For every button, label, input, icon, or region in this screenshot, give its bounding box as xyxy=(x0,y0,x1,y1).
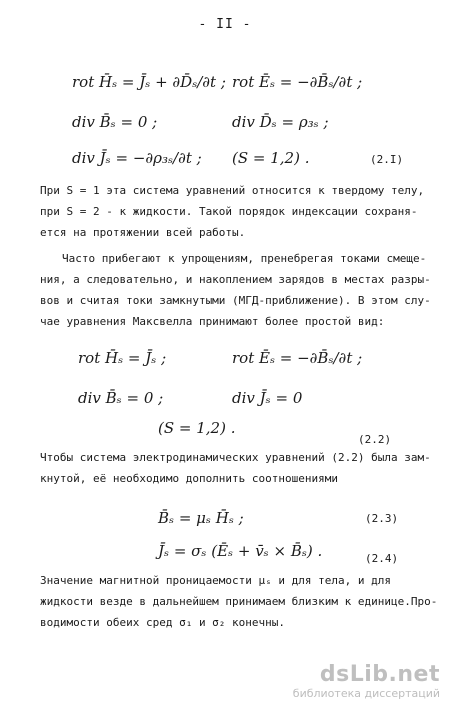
paragraph-line: вов и считая токи замкнутыми (МГД-приближение). В этом слу- xyxy=(40,294,431,307)
equation-rot-e: rot Ēₛ = −∂B̄ₛ/∂t ; xyxy=(232,73,363,91)
paragraph-line: Часто прибегают к упрощениям, пренебрегая токами смеще- xyxy=(62,252,427,265)
equation-div-b: div B̄ₛ = 0 ; xyxy=(72,113,158,131)
paragraph-line: кнутой, её необходимо дополнить соотношениями xyxy=(40,472,339,485)
equation-div-j-simplified: div J̄ₛ = 0 xyxy=(232,389,303,407)
equation-number: (2.I) xyxy=(370,153,404,166)
paragraph-line: ется на протяжении всей работы. xyxy=(40,226,246,239)
watermark xyxy=(293,662,440,700)
paragraph-line: водимости обеих сред σ₁ и σ₂ конечны. xyxy=(40,616,286,629)
equation-rot-e-simplified: rot Ēₛ = −∂B̄ₛ/∂t ; xyxy=(232,349,363,367)
paragraph-line: ния, а следовательно, и накоплением зарядов в местах разры- xyxy=(40,273,431,286)
paragraph-line: жидкости везде в дальнейшем принимаем близким к единице.Про- xyxy=(40,595,438,608)
paragraph-line: При S = 1 эта система уравнений относится к твердому телу, xyxy=(40,184,425,197)
watermark-subtitle: библиотека диссертаций xyxy=(292,687,440,700)
equation-ohm-law: J̄ₛ = σₛ (Ēₛ + v̄ₛ × B̄ₛ) . xyxy=(158,542,323,560)
equation-b-mu-h: B̄ₛ = μₛ H̄ₛ ; xyxy=(158,509,244,527)
paragraph-line: Чтобы система электродинамических уравнений (2.2) была зам- xyxy=(40,451,431,464)
paragraph-line: при S = 2 - к жидкости. Такой порядок индексации сохраня- xyxy=(40,205,418,218)
equation-s-range: (S = 1,2) . xyxy=(158,419,236,437)
equation-rot-h: rot H̄ₛ = J̄ₛ + ∂D̄ₛ/∂t ; xyxy=(72,73,226,91)
equation-div-j: div J̄ₛ = −∂ρ₃ₛ/∂t ; xyxy=(72,149,202,167)
equation-number: (2.3) xyxy=(365,512,399,525)
equation-div-d: div D̄ₛ = ρ₃ₛ ; xyxy=(232,113,329,131)
equation-s-range: (S = 1,2) . xyxy=(232,149,310,167)
paragraph-line: Значение магнитной проницаемости μₛ и для тела, и для xyxy=(40,574,391,587)
equation-number: (2.4) xyxy=(365,552,399,565)
equation-number: (2.2) xyxy=(358,433,392,446)
equation-rot-h-simplified: rot H̄ₛ = J̄ₛ ; xyxy=(78,349,167,367)
equation-div-b-simplified: div B̄ₛ = 0 ; xyxy=(78,389,164,407)
watermark-logo: dsLib.net xyxy=(319,662,440,687)
page-number: - II - xyxy=(198,17,252,32)
paragraph-line: чае уравнения Максвелла принимают более простой вид: xyxy=(40,315,385,328)
